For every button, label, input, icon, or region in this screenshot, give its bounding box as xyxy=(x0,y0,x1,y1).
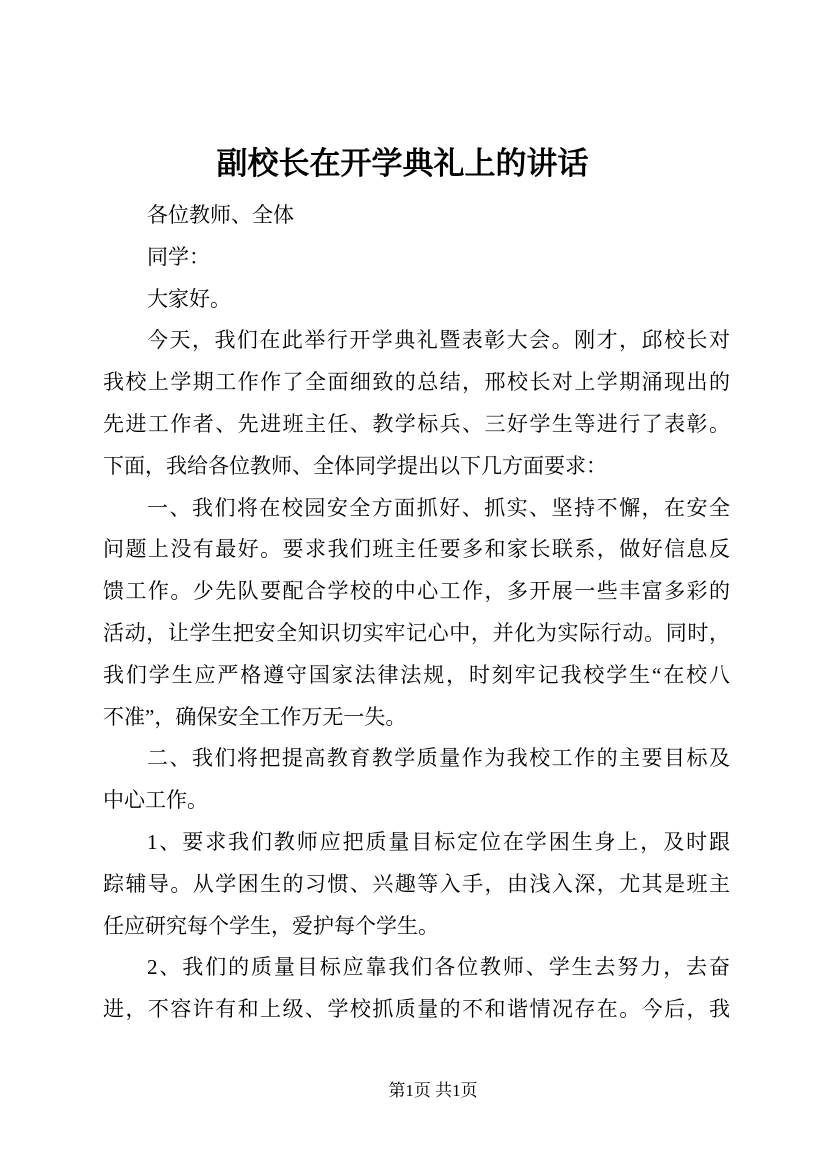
text-line: 1、要求我们教师应把质量目标定位在学困生身上，及时跟 xyxy=(147,829,730,854)
text-line: 先进工作者、先进班主任、教学标兵、三好学生等进行了表彰。 xyxy=(103,411,730,436)
text-line: 今天，我们在此举行开学典礼暨表彰大会。刚才，邱校长对 xyxy=(147,328,730,353)
text-line: 任应研究每个学生，爱护每个学生。 xyxy=(103,913,439,938)
text-line: 我们学生应严格遵守国家法律法规，时刻牢记我校学生“在校八 xyxy=(103,662,730,687)
text-line: 踪辅导。从学困生的习惯、兴趣等入手，由浅入深，尤其是班主 xyxy=(103,871,730,896)
text-line: 各位教师、全体 xyxy=(147,203,294,227)
text-line: 馈工作。少先队要配合学校的中心工作，多开展一些丰富多彩的 xyxy=(103,579,730,604)
page-number-label: 第1页 共1页 xyxy=(388,1081,478,1100)
text-line: 下面，我给各位教师、全体同学提出以下几方面要求： xyxy=(103,453,607,478)
text-line: 问题上没有最好。要求我们班主任要多和家长联系，做好信息反 xyxy=(103,537,730,562)
text-line: 不准”，确保安全工作万无一失。 xyxy=(103,704,407,729)
document-body xyxy=(103,195,730,1031)
text-line: 一、我们将在校园安全方面抓好、抓实、坚持不懈，在安全 xyxy=(147,495,730,520)
text-line: 二、我们将把提高教育教学质量作为我校工作的主要目标及 xyxy=(147,746,730,771)
text-line: 大家好。 xyxy=(147,286,231,311)
text-line: 2、我们的质量目标应靠我们各位教师、学生去努力，去奋 xyxy=(147,955,730,980)
text-line: 我校上学期工作作了全面细致的总结，邢校长对上学期涌现出的 xyxy=(103,370,730,395)
page-footer xyxy=(103,1081,763,1101)
document-title: 副校长在开学典礼上的讲话 xyxy=(216,146,589,181)
text-line: 活动，让学生把安全知识切实牢记心中，并化为实际行动。同时， xyxy=(103,620,730,645)
text-line: 中心工作。 xyxy=(103,788,208,813)
text-line: 同学： xyxy=(147,244,210,269)
text-line: 进，不容许有和上级、学校抓质量的不和谐情况存在。今后，我 xyxy=(103,997,730,1022)
